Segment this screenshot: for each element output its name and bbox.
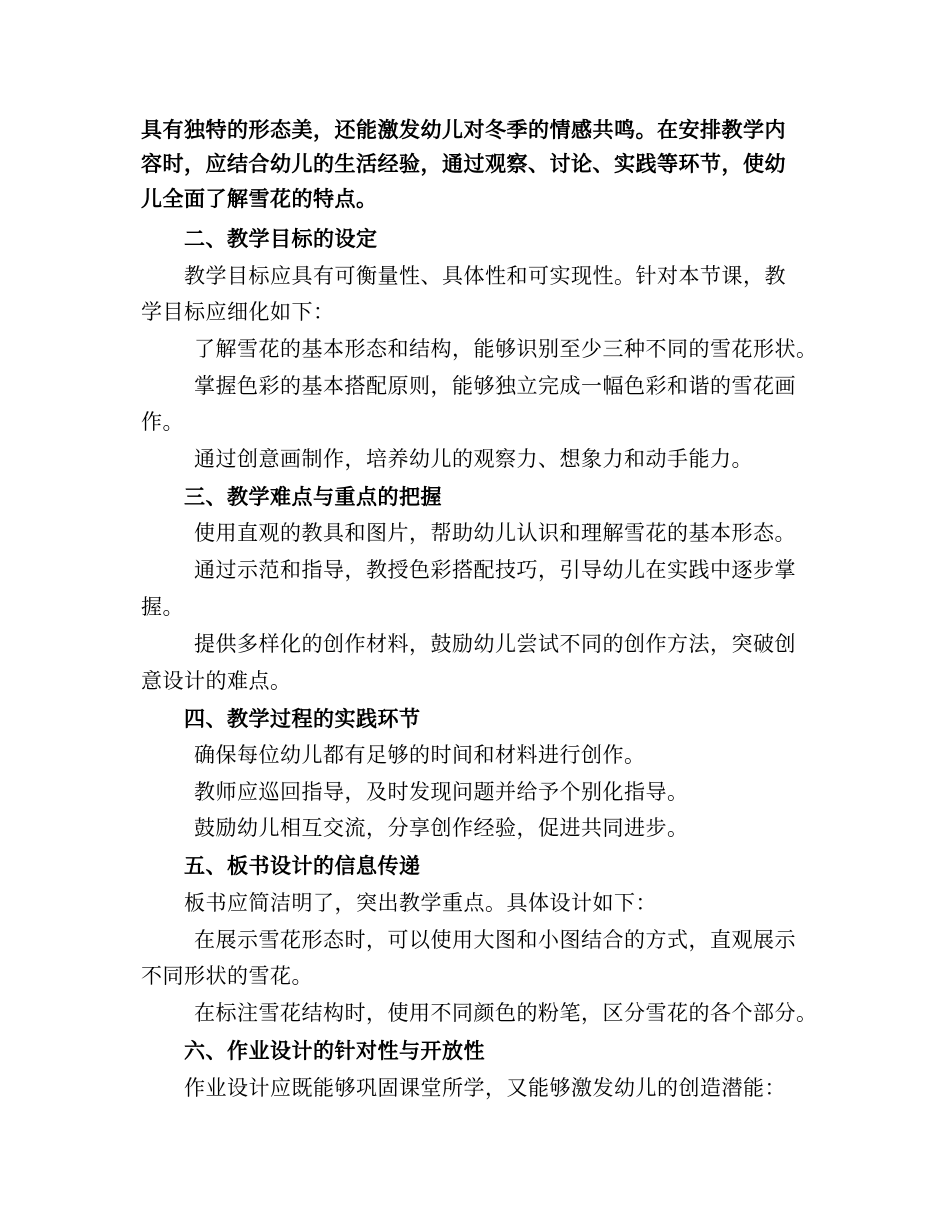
section-6-heading: 六、作业设计的针对性与开放性: [184, 1038, 485, 1063]
section-2-item-1: 了解雪花的基本形态和结构，能够识别至少三种不同的雪花形状。: [194, 337, 818, 361]
section-5-heading: 五、板书设计的信息传递: [184, 853, 421, 878]
section-3-item-3-line-2: 意设计的难点。: [141, 669, 292, 693]
section-2-item-2-line-2: 作。: [141, 410, 184, 434]
section-3-item-1: 使用直观的教具和图片，帮助幼儿认识和理解雪花的基本形态。: [194, 521, 796, 545]
intro-line-2: 容时，应结合幼儿的生活经验，通过观察、讨论、实践等环节，使幼: [141, 151, 786, 176]
section-2-paragraph-line-2: 学目标应细化如下：: [141, 300, 335, 324]
section-6-paragraph: 作业设计应既能够巩固课堂所学，又能够激发幼儿的创造潜能：: [184, 1076, 786, 1100]
section-3-item-2-line-1: 通过示范和指导，教授色彩搭配技巧，引导幼儿在实践中逐步掌: [194, 558, 796, 582]
section-5-paragraph: 板书应简洁明了，突出教学重点。具体设计如下：: [184, 891, 657, 915]
section-4-item-1: 确保每位幼儿都有足够的时间和材料进行创作。: [194, 743, 646, 767]
section-2-heading: 二、教学目标的设定: [184, 226, 378, 251]
section-2-paragraph-line-1: 教学目标应具有可衡量性、具体性和可实现性。针对本节课，教: [184, 264, 786, 288]
section-5-item-2: 在标注雪花结构时，使用不同颜色的粉笔，区分雪花的各个部分。: [194, 1001, 818, 1025]
section-3-heading: 三、教学难点与重点的把握: [184, 484, 442, 509]
section-2-item-3: 通过创意画制作，培养幼儿的观察力、想象力和动手能力。: [194, 447, 753, 471]
intro-line-3: 儿全面了解雪花的特点。: [141, 186, 378, 211]
intro-line-1: 具有独特的形态美，还能激发幼儿对冬季的情感共鸣。在安排教学内: [141, 117, 786, 142]
section-5-item-1-line-2: 不同形状的雪花。: [141, 964, 313, 988]
section-3-item-2-line-2: 握。: [141, 595, 184, 619]
section-4-item-3: 鼓励幼儿相互交流，分享创作经验，促进共同进步。: [194, 816, 689, 840]
section-2-item-2-line-1: 掌握色彩的基本搭配原则，能够独立完成一幅色彩和谐的雪花画: [194, 374, 796, 398]
section-4-item-2: 教师应巡回指导，及时发现问题并给予个别化指导。: [194, 780, 689, 804]
section-3-item-3-line-1: 提供多样化的创作材料，鼓励幼儿尝试不同的创作方法，突破创: [194, 632, 796, 656]
section-5-item-1-line-1: 在展示雪花形态时，可以使用大图和小图结合的方式，直观展示: [194, 928, 796, 952]
section-4-heading: 四、教学过程的实践环节: [184, 706, 421, 731]
